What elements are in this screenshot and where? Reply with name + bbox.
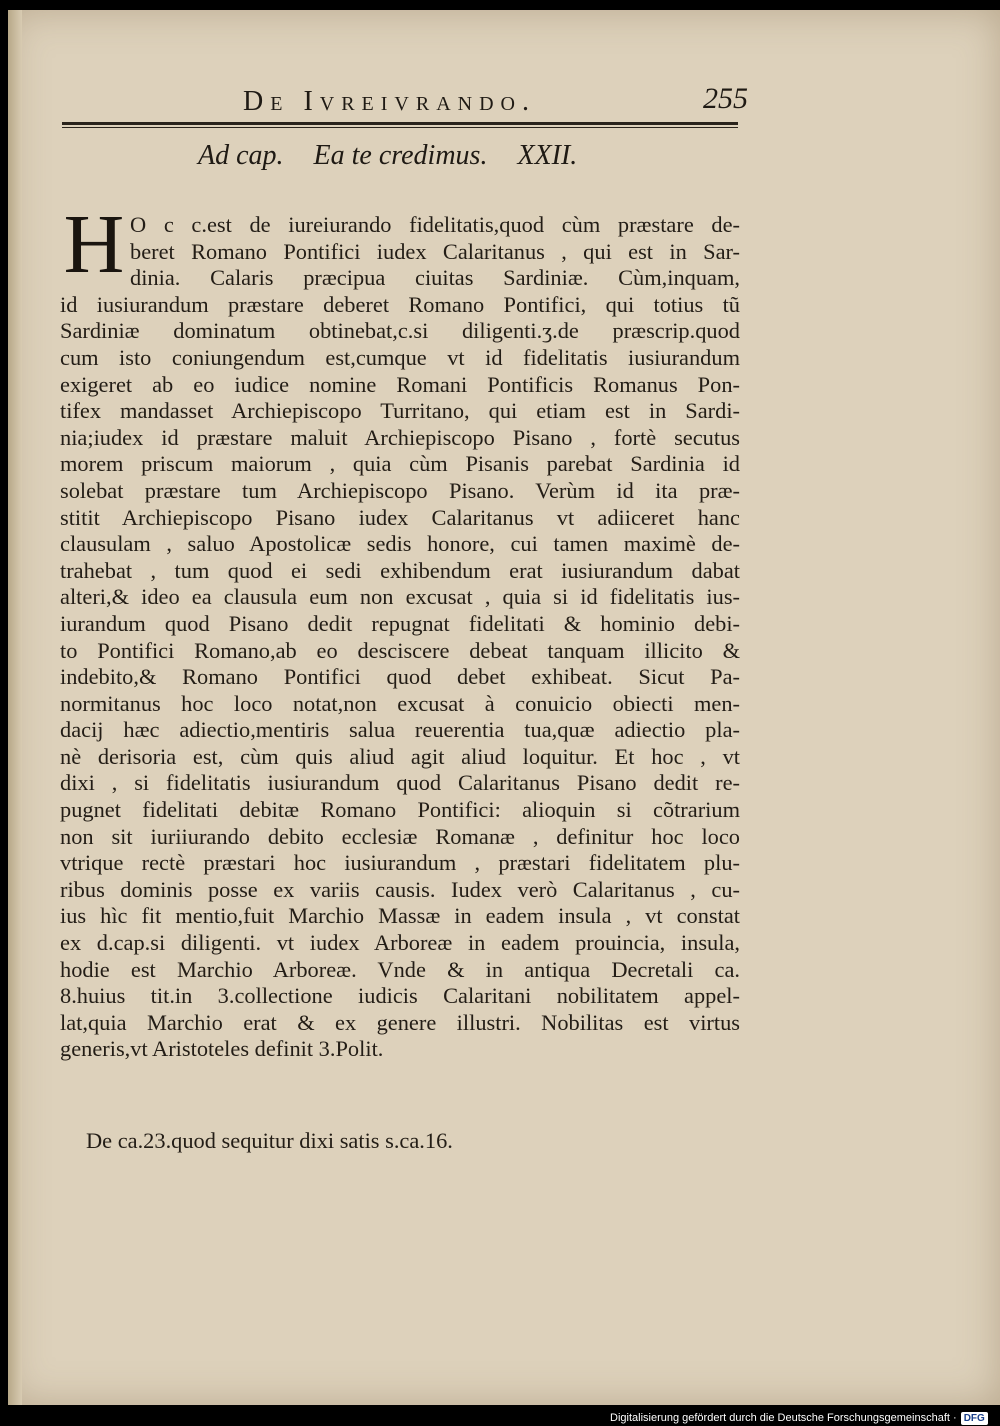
- closing-line: De ca.23.quod sequitur dixi satis s.ca.16.: [86, 1128, 453, 1153]
- text-line: indebito,& Romano Pontifici quod debet exhibeat. Sicut Pa-: [60, 664, 740, 690]
- section-heading: [198, 140, 628, 172]
- text-line: dinia. Calaris præcipua ciuitas Sardiniæ. Cùm,inquam,: [130, 265, 740, 291]
- body-text: [60, 198, 740, 1063]
- text-line: iurandum quod Pisano dedit repugnat fidelitati & hominio debi-: [60, 610, 740, 636]
- text-line: trahebat , tum quod ei sedi exhibendum erat iusiurandum dabat: [60, 557, 740, 583]
- text-line: cum isto coniungendum est,cumque vt id fidelitatis iusiurandum: [60, 344, 740, 370]
- text-line: dixi , si fidelitatis iusiurandum quod Calaritanus Pisano dedit re-: [60, 770, 740, 796]
- text-line: non sit iuriiurando debito ecclesiæ Romanæ , definitur hoc loco: [60, 823, 740, 849]
- text-line: vtrique rectè præstari hoc iusiurandum , præstari fidelitatem plu-: [60, 850, 740, 876]
- text-line: ribus dominis posse ex variis causis. Iudex verò Calaritanus , cu-: [60, 876, 740, 902]
- section-numeral: XXII.: [517, 140, 578, 171]
- text-line: tifex mandasset Archiepiscopo Turritano, qui etiam est in Sardi-: [60, 398, 740, 424]
- text-line: ex d.cap.si diligenti. vt iudex Arboreæ in eadem prouincia, insula,: [60, 930, 740, 956]
- text-line: ius hìc fit mentio,fuit Marchio Massæ in eadem insula , vt constat: [60, 903, 740, 929]
- text-line: id iusiurandum præstare deberet Romano Pontifici, qui totius tũ: [60, 291, 740, 317]
- text-line: stitit Archiepiscopo Pisano iudex Calaritanus vt adiiceret hanc: [60, 504, 740, 530]
- digitization-credit: [610, 1410, 988, 1426]
- text-line: hodie est Marchio Arboreæ. Vnde & in antiqua Decretali ca.: [60, 956, 740, 982]
- header-rule-thin: [62, 127, 738, 128]
- section-incipit: Ea te credimus.: [313, 140, 488, 171]
- text-line: Sardiniæ dominatum obtinebat,c.si diligenti.ʒ.de præscrip.quod: [60, 318, 740, 344]
- text-line: solebat præstare tum Archiepiscopo Pisano. Verùm id ita præ-: [60, 477, 740, 503]
- section-label: Ad cap.: [198, 140, 284, 171]
- text-line: normitanus hoc loco notat,non excusat à conuicio obiecti men-: [60, 690, 740, 716]
- text-line: clausulam , saluo Apostolicæ sedis honore, cui tamen maximè de-: [60, 531, 740, 557]
- header-rule: [62, 122, 738, 125]
- page-gutter-edge: [8, 10, 22, 1405]
- text-line: dacij hæc adiectio,mentiris salua reuerentia tua,quæ adiectio pla-: [60, 717, 740, 743]
- text-line: O c c.est de iureiurando fidelitatis,quod cùm præstare de-: [130, 212, 740, 237]
- drop-capital: H: [63, 198, 125, 291]
- text-line: beret Romano Pontifici iudex Calaritanus , qui est in Sar-: [130, 238, 740, 264]
- text-line: morem priscum maiorum , quia cùm Pisanis parebat Sardinia id: [60, 451, 740, 477]
- text-line: lat,quia Marchio erat & ex genere illustri. Nobilitas est virtus: [60, 1009, 740, 1035]
- text-line: alteri,& ideo ea clausula eum non excusat , quia si id fidelitatis ius-: [60, 584, 740, 610]
- page-number: 255: [703, 82, 748, 115]
- text-line: to Pontifici Romano,ab eo desciscere debeat tanquam illicito &: [60, 637, 740, 663]
- text-line: nè derisoria est, cùm quis aliud agit aliud loquitur. Et hoc , vt: [60, 743, 740, 769]
- credit-text: Digitalisierung gefördert durch die Deutsche Forschungsgemeinschaft ·: [610, 1412, 957, 1424]
- text-line: nia;iudex id præstare maluit Archiepiscopo Pisano , fortè secutus: [60, 424, 740, 450]
- text-line: generis,vt Aristoteles definit 3.Polit.: [60, 1036, 384, 1062]
- text-line: pugnet fidelitati debitæ Romano Pontifici: alioquin si cõtrarium: [60, 797, 740, 823]
- text-line: exigeret ab eo iudice nomine Romani Pontificis Romanus Pon-: [60, 371, 740, 397]
- running-title: De Ivreivrando.: [243, 86, 536, 117]
- dfg-logo: DFG: [961, 1412, 988, 1425]
- text-line: 8.huius tit.in 3.collectione iudicis Calaritani nobilitatem appel-: [60, 983, 740, 1009]
